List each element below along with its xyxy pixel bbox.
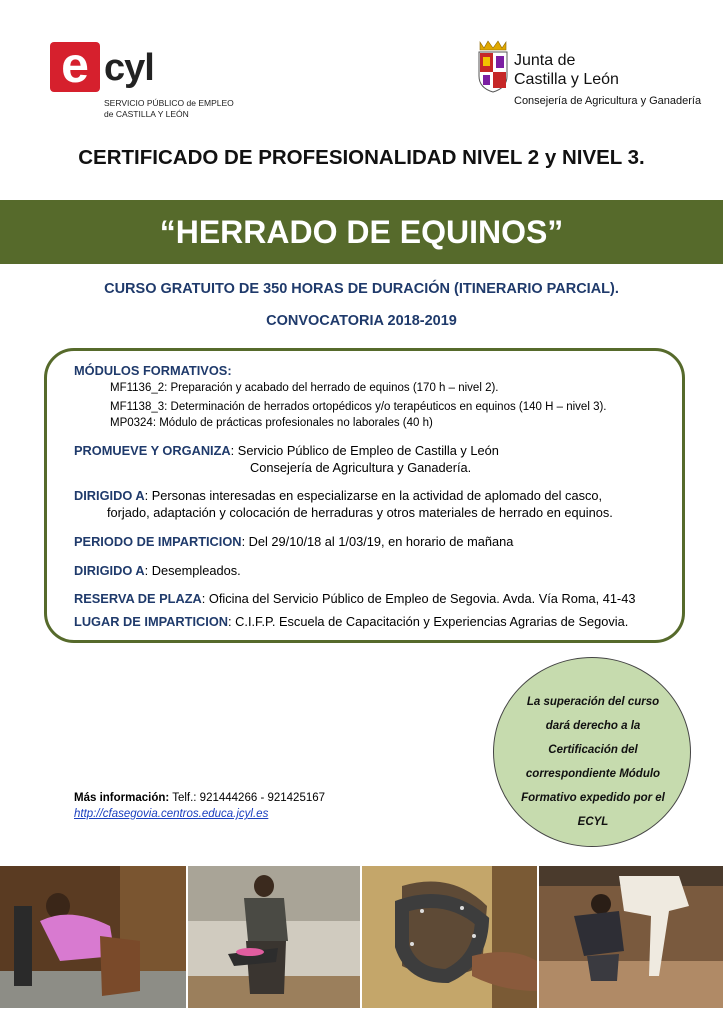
audience-row [74,563,241,579]
module-item: MP0324: Módulo de prácticas profesionales no laborales (40 h) [110,417,433,429]
website-link[interactable]: http://cfasegovia.centros.educa.jcyl.es [74,808,269,820]
period-value: : Del 29/10/18 al 1/03/19, en horario de mañana [241,534,514,549]
venue-row [74,614,628,630]
contact-phones: Telf.: 921444266 - 921425167 [169,792,326,804]
circle-note-line: correspondiente Módulo [525,768,661,780]
course-description: CURSO GRATUITO DE 350 HORAS DE DURACIÓN (ITINERARIO PARCIAL). [104,281,619,297]
junta-department: Consejería de Agricultura y Ganadería [514,95,702,107]
junta-name-line2: Castilla y León [514,71,619,88]
certification-note-circle [493,657,691,847]
circle-note-line: Certificación del [548,744,638,756]
contact-label: Más información: [74,792,170,804]
hoof-shoe-photo [362,866,537,1008]
promoter-value-line2: Consejería de Agricultura y Ganadería. [250,460,472,475]
certificate-title: CERTIFICADO DE PROFESIONALIDAD NIVEL 2 y NIVEL 3. [78,146,645,169]
target-label: DIRIGIDO A [74,488,145,503]
booking-value: : Oficina del Servicio Público de Empleo de Segovia. Avda. Vía Roma, 41-43 [201,591,636,606]
call-year: CONVOCATORIA 2018-2019 [266,313,457,329]
circle-note-line: dará derecho a la [545,720,641,732]
booking-row [74,591,635,607]
circle-note-line: Formativo expedido por el [521,792,665,804]
anvil-work-photo [188,866,360,1008]
promoter-label: PROMUEVE Y ORGANIZA [74,443,231,458]
period-label: PERIODO DE IMPARTICION [74,534,242,549]
coat-of-arms-icon [476,38,510,94]
booking-label: RESERVA DE PLAZA [74,591,202,606]
course-name: “HERRADO DE EQUINOS” [159,214,564,250]
title-banner [0,200,723,264]
ecyl-logo-wordmark: cyl [104,47,154,89]
horse-hoof-photo [539,866,723,1008]
contact-info [74,792,325,804]
target-value-line2: forjado, adaptación y colocación de herraduras y otros materiales de herrado en equinos. [107,505,613,520]
ecyl-subtitle-line2: de CASTILLA Y LEÓN [104,109,189,119]
horseshoe-forging-photo [0,866,186,1008]
module-item: MF1136_2: Preparación y acabado del herrado de equinos (170 h – nivel 2). [110,382,499,394]
modules-label: MÓDULOS FORMATIVOS: [74,363,232,378]
circle-note-line: ECYL [577,816,609,828]
module-item: MF1138_3: Determinación de herrados ortopédicos y/o terapéuticos en equinos (140 H – nivel 3). [110,401,607,413]
ecyl-subtitle-line1: SERVICIO PÚBLICO de EMPLEO [104,98,234,108]
junta-logo [476,38,711,118]
venue-value: : C.I.F.P. Escuela de Capacitación y Experiencias Agrarias de Segovia. [228,614,629,629]
period-row [74,534,513,550]
ecyl-logo [50,37,234,122]
target-value: : Personas interesadas en especializarse en la actividad de aplomado del casco, [144,488,603,503]
venue-label: LUGAR DE IMPARTICION [74,614,229,629]
circle-note-line: La superación del curso [526,696,660,708]
junta-name-line1: Junta de [514,52,576,69]
audience-value: : Desempleados. [144,563,241,578]
target-row [74,488,602,504]
promoter-row [74,443,499,459]
promoter-value: : Servicio Público de Empleo de Castilla y León [230,443,499,458]
ecyl-logo-mark: e [50,42,100,92]
audience-label: DIRIGIDO A [74,563,145,578]
